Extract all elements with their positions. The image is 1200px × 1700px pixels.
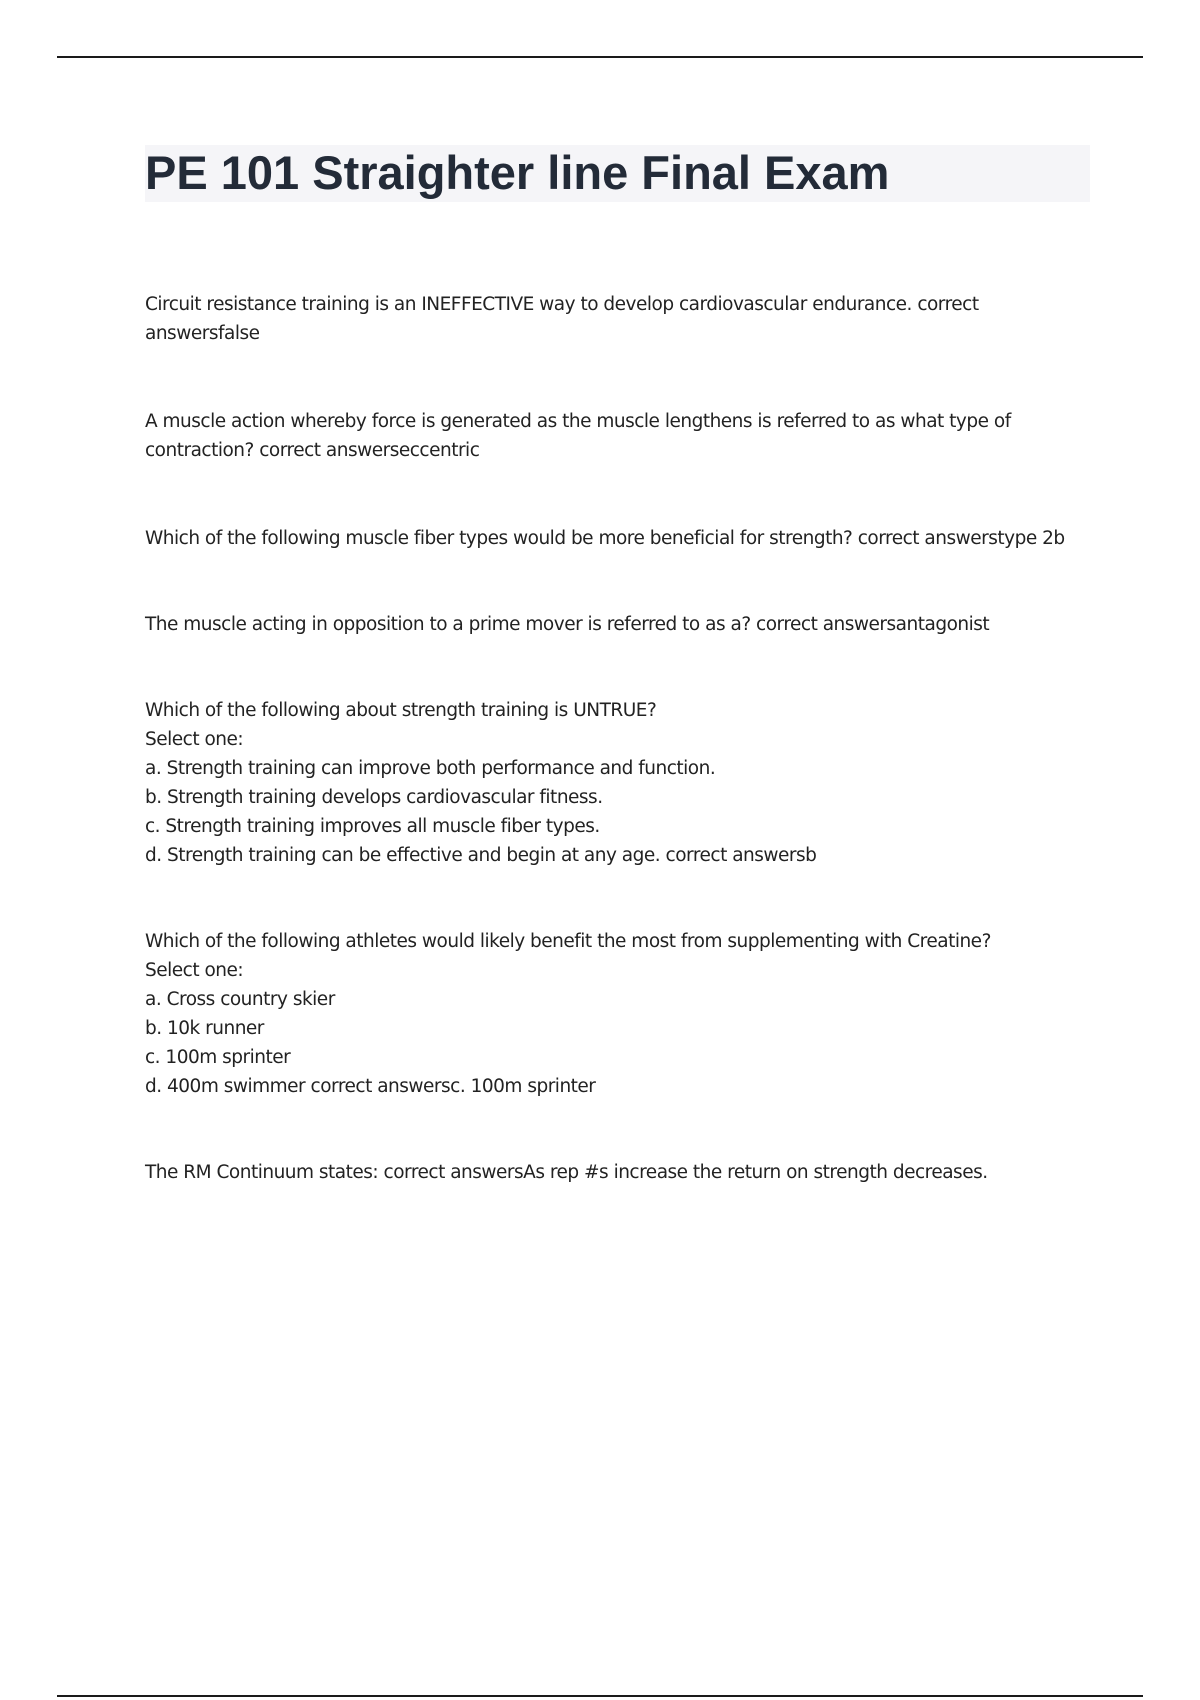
bottom-rule [57,1695,1143,1697]
qa-text [145,407,1095,465]
answer-text: eccentric [398,440,480,461]
qa-item [145,610,1095,639]
option-b: b. Strength training develops cardiovascular fitness. [145,787,603,808]
answer-text: antagonist [895,614,990,635]
answer-text: c. 100m sprinter [450,1076,596,1097]
answer-text: b [805,845,817,866]
question-text: A muscle action whereby force is generated as the muscle lengthens is referred to as what type of contraction? [145,411,1011,461]
top-rule [57,56,1143,58]
question-text: The RM Continuum states: [145,1162,379,1183]
answer-marker: correct answers [145,294,979,344]
answer-text: false [217,323,260,344]
answer-text: As rep #s increase the return on strength decreases. [523,1162,988,1183]
qa-text [145,290,1095,348]
answer-marker: correct answers [310,1076,451,1097]
qa-item [145,290,1095,348]
question-text: The muscle acting in opposition to a prime mover is referred to as a? [145,614,751,635]
option-d-with-answer [145,1072,1095,1101]
option-c: c. 100m sprinter [145,1047,291,1068]
qa-list [145,290,1095,1246]
qa-item [145,927,1095,1101]
answer-text: type 2b [997,528,1065,549]
qa-item [145,696,1095,870]
option-a: a. Cross country skier [145,989,335,1010]
option-d: d. 400m swimmer [145,1076,306,1097]
answer-marker: correct answers [383,1162,524,1183]
select-prompt: Select one: [145,960,244,981]
qa-item [145,524,1095,553]
qa-item [145,1158,1095,1187]
answer-marker: correct answers [857,528,998,549]
select-prompt: Select one: [145,729,244,750]
question-text: Which of the following muscle fiber types would be more beneficial for strength? [145,528,853,549]
qa-text [145,524,1095,553]
answer-marker: correct answers [756,614,896,635]
question-text: Which of the following athletes would likely benefit the most from supplementing with Creatine? [145,931,991,952]
option-d: d. Strength training can be effective and begin at any age. [145,845,661,866]
option-b: b. 10k runner [145,1018,264,1039]
qa-text [145,1158,1095,1187]
option-d-with-answer [145,841,1095,870]
answer-marker: correct answers [665,845,806,866]
option-c: c. Strength training improves all muscle fiber types. [145,816,600,837]
answer-marker: correct answers [259,440,399,461]
option-a: a. Strength training can improve both performance and function. [145,758,716,779]
question-text: Which of the following about strength training is UNTRUE? [145,700,657,721]
qa-item [145,407,1095,465]
qa-text [145,610,1095,639]
page-title: PE 101 Straighter line Final Exam [145,146,890,199]
question-text: Circuit resistance training is an INEFFECTIVE way to develop cardiovascular endurance. [145,294,912,315]
